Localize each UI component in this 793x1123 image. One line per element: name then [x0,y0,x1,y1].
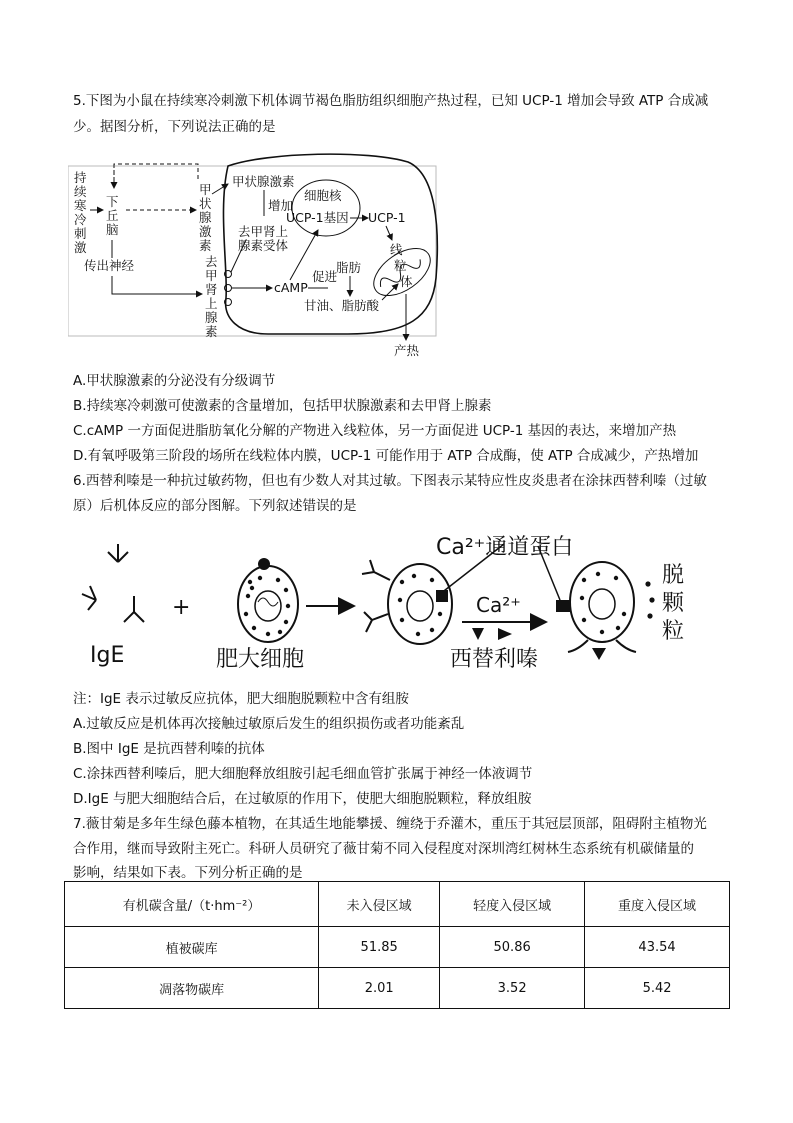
degranulating-mast-cell [556,562,636,660]
q6-stem-line1: 6.西替利嗪是一种抗过敏药物，但也有少数人对其过敏。下图表示某特应性皮炎患者在涂抹西替利嗪（过敏 [73,473,707,489]
svg-text:下: 下 [106,194,119,209]
thyroid-hormone-vertical-label [199,182,212,253]
mast-cell [238,558,298,642]
svg-text:丘: 丘 [106,208,119,223]
svg-text:颗: 颗 [662,591,685,616]
q6-option-a: A.过敏反应是机体再次接触过敏原后发生的组织损伤或者功能紊乱 [73,716,465,732]
mast-cell-label: 肥大细胞 [216,647,305,672]
q5-option-a: A.甲状腺激素的分泌没有分级调节 [73,373,276,389]
svg-text:腺: 腺 [199,210,212,225]
table-cell: 43.54 [585,927,730,968]
table-header-cell: 重度入侵区域 [585,882,730,927]
sensitized-mast-cell [362,560,452,644]
svg-text:粒: 粒 [662,619,685,644]
nucleus-label: 细胞核 [304,188,342,203]
table-row [65,927,730,968]
ige-label: IgE [90,643,125,668]
thyroid-hormone-label: 甲状腺激素 [232,174,295,189]
svg-text:脑: 脑 [106,222,119,237]
ca-ion-label: Ca²⁺ [476,593,521,617]
q6-option-d: D.IgE 与肥大细胞结合后，在过敏原的作用下，使肥大细胞脱颗粒，释放组胺 [73,791,532,807]
q5-thermogenesis-diagram [68,148,440,360]
plus-sign: + [172,595,191,620]
svg-text:续: 续 [74,184,87,199]
q5-option-c: C.cAMP 一方面促进脂肪氧化分解的产物进入线粒体，另一方面促进 UCP-1 基因的表达，来增加产热 [73,423,677,439]
carbon-storage-table [64,881,730,1009]
q6-option-b: B.图中 IgE 是抗西替利嗪的抗体 [73,741,265,757]
svg-text:肾: 肾 [205,282,218,297]
q5-stem-line2: 少。据图分析，下列说法正确的是 [73,119,276,135]
svg-text:甲: 甲 [199,182,212,197]
table-cell: 51.85 [319,927,440,968]
q6-note: 注：IgE 表示过敏反应抗体，肥大细胞脱颗粒中含有组胺 [73,691,409,707]
svg-text:上: 上 [205,296,218,311]
fat-label: 脂肪 [336,260,362,275]
promote-label: 促进 [312,269,338,284]
q6-option-c: C.涂抹西替利嗪后，肥大细胞释放组胺引起毛细血管扩张属于神经一体液调节 [73,766,533,782]
q7-stem-line3: 影响，结果如下表。下列分析正确的是 [73,865,303,881]
q6-stem-line2: 原）后机体反应的部分图解。下列叙述错误的是 [73,498,357,514]
svg-text:粒: 粒 [394,258,407,273]
table-header-cell: 轻度入侵区域 [440,882,585,927]
q7-stem-line2: 合作用，继而导致附主死亡。科研人员研究了薇甘菊不同入侵程度对深圳湾红树林生态系统有机碳储量的 [73,841,694,857]
q5-option-b: B.持续寒冷刺激可使激素的含量增加，包括甲状腺激素和去甲肾上腺素 [73,398,492,414]
drug-label: 西替利嗪 [450,647,539,672]
heat-label: 产热 [394,343,420,358]
table-cell: 5.42 [585,968,730,1009]
table-header-cell: 未入侵区域 [319,882,440,927]
svg-text:腺: 腺 [205,310,218,325]
camp-label: cAMP [274,280,308,295]
q6-allergy-diagram [68,524,718,676]
svg-text:体: 体 [400,274,413,289]
ige-antibodies [82,544,144,622]
table-cell: 3.52 [440,968,585,1009]
svg-text:素: 素 [199,238,212,253]
svg-text:激: 激 [199,224,212,239]
table-cell: 50.86 [440,927,585,968]
ca-channel-label: Ca²⁺通道蛋白 [436,535,574,560]
svg-text:甲: 甲 [205,268,218,283]
svg-text:持: 持 [74,170,87,185]
svg-text:素: 素 [205,324,218,339]
degranulation-label [662,563,685,644]
svg-text:去: 去 [205,254,218,269]
stimulus-label [74,170,87,255]
table-cell: 凋落物碳库 [65,968,319,1009]
feedback-dashed-line [114,164,198,188]
ucp1-gene-label: UCP-1基因 [286,210,349,225]
table-header-row [65,882,730,927]
hypothalamus-label [106,194,119,237]
q5-stem-line1: 5.下图为小鼠在持续寒冷刺激下机体调节褐色脂肪组织细胞产热过程，已知 UCP-1 增加会导致 ATP 合成减 [73,93,709,109]
increase-label: 增加 [268,198,294,213]
ucp1-label: UCP-1 [368,210,406,225]
svg-text:刺: 刺 [74,226,87,241]
glycerol-label: 甘油、脂肪酸 [304,298,380,313]
released-granules [645,581,654,618]
receptor-label-line2: 腺素受体 [238,238,289,253]
svg-text:冷: 冷 [74,212,87,227]
svg-text:线: 线 [390,242,403,257]
svg-text:脱: 脱 [662,563,685,588]
svg-text:状: 状 [199,196,212,211]
svg-text:激: 激 [74,240,87,255]
table-header-cell: 有机碳含量/（t·hm⁻²） [65,882,319,927]
norepinephrine-vertical-label [205,254,218,339]
q5-option-d: D.有氧呼吸第三阶段的场所在线粒体内膜，UCP-1 可能作用于 ATP 合成酶，使 ATP 合成减少，产热增加 [73,448,699,464]
table-cell: 2.01 [319,968,440,1009]
q7-stem-line1: 7.薇甘菊是多年生绿色藤本植物，在其适生地能攀援、缠绕于乔灌木，重压于其冠层顶部，阻碍附主植物光 [73,816,707,832]
efferent-nerve-label: 传出神经 [84,258,135,273]
table-cell: 植被碳库 [65,927,319,968]
receptor-label-line1: 去甲肾上 [238,224,289,239]
table-row [65,968,730,1009]
svg-text:寒: 寒 [74,198,87,213]
